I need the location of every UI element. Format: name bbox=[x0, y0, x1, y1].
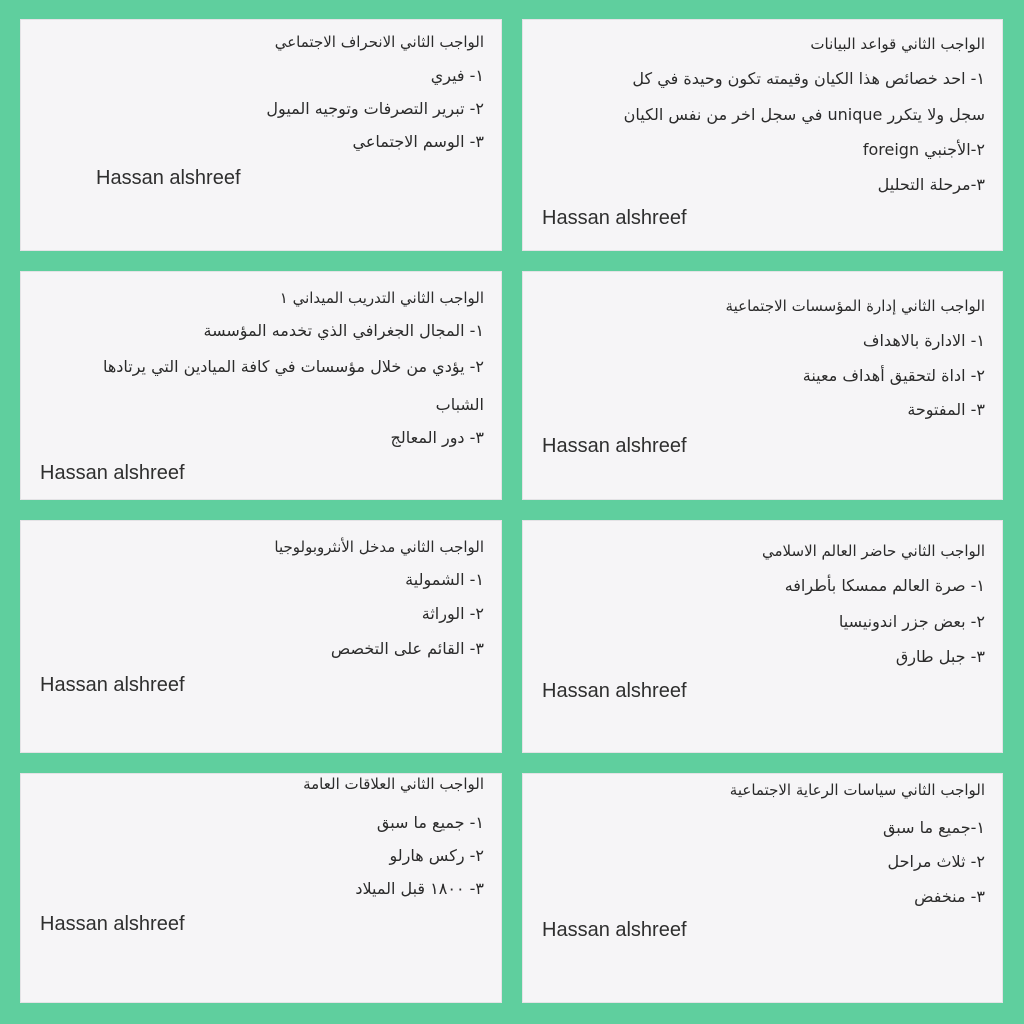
answer-line: ٢- الوراثة bbox=[421, 604, 484, 623]
answer-line: ٣- الوسم الاجتماعي bbox=[352, 132, 484, 151]
card-title: الواجب الثاني العلاقات العامة bbox=[303, 775, 484, 793]
card-title: الواجب الثاني حاضر العالم الاسلامي bbox=[762, 542, 985, 560]
answer-line: ٣- القائم على التخصص bbox=[330, 639, 484, 658]
signature: Hassan alshreef bbox=[40, 913, 185, 935]
answer-line: ١- المجال الجغرافي الذي تخدمه المؤسسة bbox=[203, 321, 484, 340]
signature: Hassan alshreef bbox=[40, 674, 185, 696]
answer-line: ٣- جبل طارق bbox=[895, 647, 985, 666]
signature: Hassan alshreef bbox=[542, 435, 687, 457]
signature: Hassan alshreef bbox=[542, 680, 687, 702]
homework-card bbox=[20, 773, 502, 1003]
card-title: الواجب الثاني الانحراف الاجتماعي bbox=[274, 33, 484, 51]
answer-line: ٣- المفتوحة bbox=[907, 400, 985, 419]
homework-card bbox=[20, 19, 502, 251]
answer-line: ١- الادارة بالاهداف bbox=[862, 331, 985, 350]
card-title: الواجب الثاني إدارة المؤسسات الاجتماعية bbox=[725, 297, 985, 315]
answer-line: ١- احد خصائص هذا الكيان وقيمته تكون وحيدة في كل bbox=[632, 69, 985, 88]
signature: Hassan alshreef bbox=[542, 919, 687, 941]
answer-line: ٣- ١٨٠٠ قبل الميلاد bbox=[355, 879, 484, 898]
homework-card bbox=[522, 773, 1003, 1003]
answer-line: ٢- ثلاث مراحل bbox=[887, 852, 985, 871]
card-title: الواجب الثاني قواعد البيانات bbox=[810, 35, 985, 53]
answer-line: ١-جميع ما سبق bbox=[882, 818, 985, 837]
homework-card bbox=[20, 271, 502, 500]
answer-line: ١- جميع ما سبق bbox=[376, 813, 484, 832]
signature: Hassan alshreef bbox=[40, 462, 185, 484]
answer-line: ٣- دور المعالج bbox=[390, 428, 484, 447]
answer-line: ٣- منخفض bbox=[914, 887, 985, 906]
answer-line: ٢- بعض جزر اندونيسيا bbox=[838, 612, 985, 631]
card-title: الواجب الثاني سياسات الرعاية الاجتماعية bbox=[729, 781, 985, 799]
homework-card bbox=[522, 19, 1003, 251]
answer-line: ١- صرة العالم ممسكا بأطرافه bbox=[784, 576, 985, 595]
answer-line: ٢- اداة لتحقيق أهداف معينة bbox=[802, 366, 985, 385]
answer-line: ٢- يؤدي من خلال مؤسسات في كافة الميادين التي يرتادها bbox=[102, 357, 484, 376]
homework-card bbox=[522, 520, 1003, 753]
answer-line: الشباب bbox=[435, 395, 484, 414]
homework-card bbox=[20, 520, 502, 753]
card-title: الواجب الثاني التدريب الميداني ١ bbox=[279, 289, 484, 307]
answer-line: سجل ولا يتكرر unique في سجل اخر من نفس الكيان bbox=[623, 105, 985, 124]
answer-line: ٢-الأجنبي foreign bbox=[862, 140, 985, 159]
signature: Hassan alshreef bbox=[96, 167, 241, 189]
homework-card bbox=[522, 271, 1003, 500]
signature: Hassan alshreef bbox=[542, 207, 687, 229]
answer-line: ٢- تبرير التصرفات وتوجيه الميول bbox=[266, 99, 484, 118]
answer-line: ٣-مرحلة التحليل bbox=[877, 175, 985, 194]
answer-line: ٢- ركس هارلو bbox=[389, 846, 484, 865]
card-title: الواجب الثاني مدخل الأنثروبولوجيا bbox=[274, 538, 484, 556]
answer-line: ١- فيري bbox=[430, 66, 484, 85]
answer-line: ١- الشمولية bbox=[405, 570, 484, 589]
